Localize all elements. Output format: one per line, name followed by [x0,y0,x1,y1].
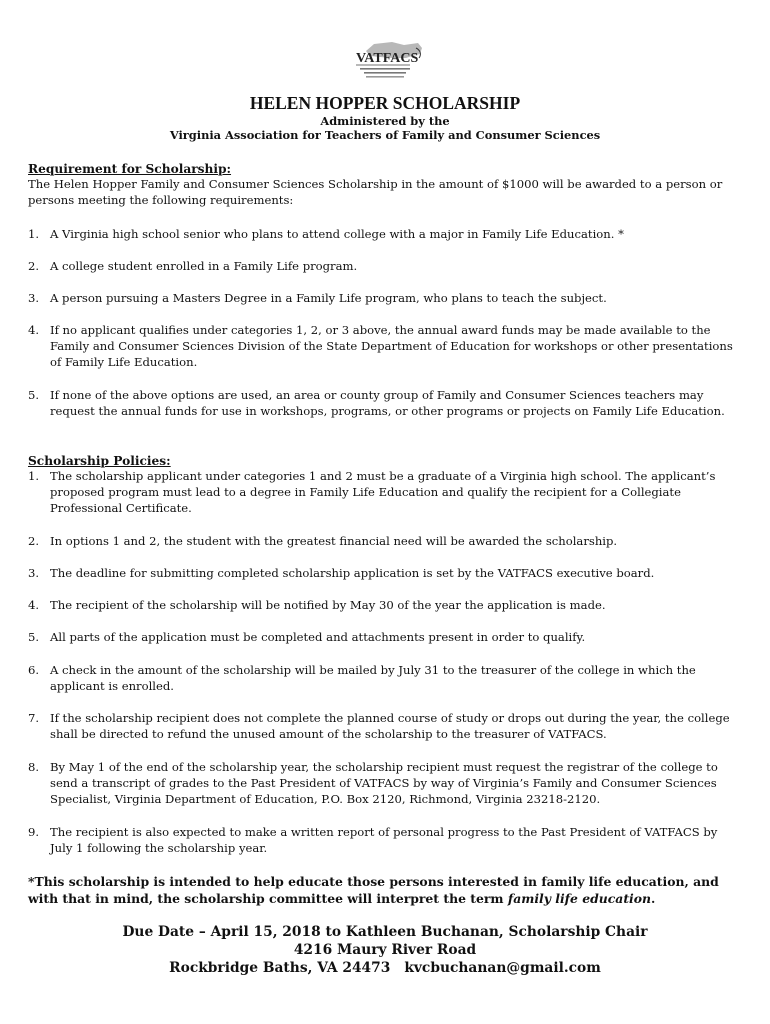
item-number: 1. [28,227,40,241]
requirement-item [28,227,742,243]
policy-item [28,598,742,614]
footnote-end: . [651,891,656,906]
item-text: All parts of the application must be completed and attachments present in order to qualify. [50,630,586,644]
item-text: If none of the above options are used, an area or county group of Family and Consumer Sciences teachers may request the annual funds for use in workshops, programs, or other programs or projects on Family Life Education. [50,388,725,418]
item-text: A person pursuing a Masters Degree in a Family Life program, who plans to teach the subject. [50,291,607,305]
policy-item [28,711,742,743]
item-number: 5. [28,630,40,644]
item-text: If no applicant qualifies under categories 1, 2, or 3 above, the annual award funds may be made available to the Family and Consumer Sciences Division of the State Department of Education for workshops or other presentations of Family Life Education. [50,323,733,369]
item-text: A Virginia high school senior who plans to attend college with a major in Family Life Education. * [50,227,624,241]
policy-item [28,825,742,857]
requirement-item [28,291,742,307]
policy-item [28,663,742,695]
due-date-line: Due Date – April 15, 2018 to Kathleen Buchanan, Scholarship Chair [122,924,648,940]
requirement-item [28,323,742,370]
vatfacs-logo-graphic [346,42,430,86]
item-text: A check in the amount of the scholarship will be mailed by July 31 to the treasurer of the college in which the applicant is enrolled. [50,663,696,693]
footnote-text: *This scholarship is intended to help educate those persons interested in family life education, and with that in mind, the scholarship committee will interpret the term [28,874,719,906]
policy-item [28,760,742,807]
requirement-item [28,388,742,420]
policies-heading: Scholarship Policies: [28,454,171,468]
item-number: 6. [28,663,40,677]
item-number: 2. [28,534,40,548]
page-title: HELEN HOPPER SCHOLARSHIP [249,93,521,113]
item-number: 8. [28,760,40,774]
administered-by: Administered by the [320,114,450,128]
address-city-email [0,959,770,977]
item-number: 3. [28,291,40,305]
item-text: The recipient of the scholarship will be notified by May 30 of the year the application is made. [50,598,606,612]
item-text: If the scholarship recipient does not complete the planned course of study or drops out during the year, the college shall be directed to refund the unused amount of the scholarship to the treasurer of VATFACS. [50,711,730,741]
address-street: 4216 Maury River Road [293,942,477,958]
item-number: 7. [28,711,40,725]
item-number: 4. [28,598,40,612]
item-text: A college student enrolled in a Family Life program. [50,259,358,273]
address-city: Rockbridge Baths, VA 24473 [169,960,391,976]
requirements-intro: The Helen Hopper Family and Consumer Sciences Scholarship in the amount of $1000 will be awarded to a person or persons meeting the following requirements: [28,177,723,207]
organization-name: Virginia Association for Teachers of Family and Consumer Sciences [169,128,601,142]
item-text: The scholarship applicant under categories 1 and 2 must be a graduate of a Virginia high school. The applicant’s proposed program must lead to a degree in Family Life Education and qualify the recipient for a Collegiate Professional Certificate. [50,469,716,515]
footnote-term: family life education [507,891,652,906]
logo-wordmark: VATFACS [356,51,419,66]
requirement-item [28,259,742,275]
item-number: 1. [28,469,40,483]
item-text: The recipient is also expected to make a written report of personal progress to the Past President of VATFACS by July 1 following the scholarship year. [50,825,718,855]
policy-item [28,469,742,516]
item-text: In options 1 and 2, the student with the greatest financial need will be awarded the scholarship. [50,534,618,548]
item-text: By May 1 of the end of the scholarship year, the scholarship recipient must request the registrar of the college to send a transcript of grades to the Past President of VATFACS by way of Virginia’s Family and Consumer Sciences Specialist, Virginia Department of Education, P.O. Box 2120, Richmond, Virginia 23218-2120. [50,760,718,806]
item-number: 9. [28,825,40,839]
item-number: 3. [28,566,40,580]
scholarship-footnote [28,873,740,907]
requirements-heading: Requirement for Scholarship: [28,162,232,176]
policy-item [28,566,742,582]
contact-email: kvcbuchanan@gmail.com [404,960,601,976]
policy-item [28,534,742,550]
item-number: 5. [28,388,40,402]
item-text: The deadline for submitting completed scholarship application is set by the VATFACS executive board. [50,566,655,580]
vatfacs-logo [346,42,430,86]
item-number: 4. [28,323,40,337]
policy-item [28,630,742,646]
item-number: 2. [28,259,40,273]
